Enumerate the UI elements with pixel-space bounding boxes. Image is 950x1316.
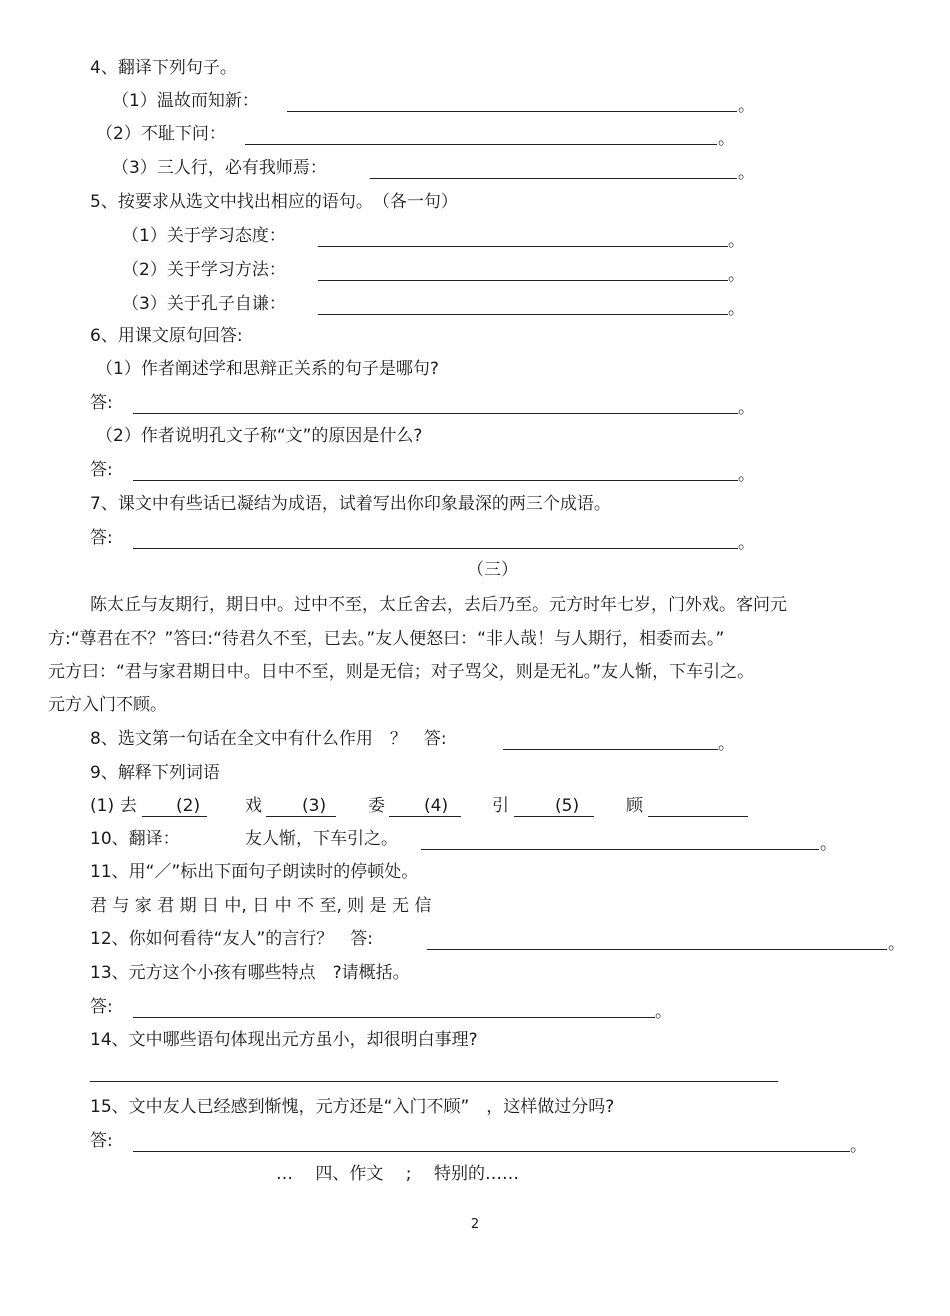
q5-item-3-answer-line[interactable] (318, 314, 728, 315)
passage-line-2: 方:“尊君在不？”答曰:“待君久不至，已去。”友人便怒曰：“非人哉！与人期行，相委而去。” (48, 629, 725, 649)
q9-word-5: 顾 (626, 796, 643, 816)
q4-item-1-label: （1）温故而知新： (112, 91, 259, 111)
q14-question: 14、文中哪些语句体现出元方虽小，却很明白事理? (90, 1030, 478, 1050)
q6-sub-1: （1）作者阐述学和思辩正关系的句子是哪句? (96, 359, 439, 379)
section-4-heading: … 四、作文 ; 特别的…… (276, 1164, 519, 1184)
q9-blank-2[interactable] (266, 816, 336, 817)
section-3-title: （三） (467, 560, 518, 580)
q13-period: 。 (655, 1002, 672, 1022)
q4-item-2-period: 。 (718, 129, 735, 149)
q4-item-1-answer-line[interactable] (287, 111, 737, 112)
q8-period: 。 (718, 734, 735, 754)
q11-title: 11、用“／”标出下面句子朗读时的停顿处。 (90, 862, 419, 882)
q6-sub-2-answer-line[interactable] (133, 480, 738, 481)
q5-title: 5、按要求从选文中找出相应的语句。 （各一句） (90, 192, 458, 212)
q9-number-1: (1) (90, 796, 115, 816)
q9-title: 9、解释下列词语 (90, 763, 220, 783)
q4-item-2-label: （2）不耻下问： (96, 124, 226, 144)
q6-sub-1-answer-line[interactable] (133, 413, 738, 414)
q5-item-3-period: 。 (728, 299, 745, 319)
q10-label: 10、翻译： (90, 829, 180, 849)
q13-answer-label: 答: (90, 997, 113, 1017)
q9-blank-1[interactable] (142, 816, 207, 817)
q10-sentence: 友人惭，下车引之。 (245, 829, 398, 849)
q9-word-3: 委 (368, 796, 385, 816)
q12-answer-line[interactable] (427, 949, 887, 950)
q5-item-2-answer-line[interactable] (318, 280, 728, 281)
q5-item-3-label: （3）关于孔子自谦： (122, 294, 286, 314)
q9-blank-4[interactable] (514, 816, 594, 817)
page-number: 2 (470, 1217, 480, 1232)
q9-number-3: (3) (302, 796, 327, 816)
q4-item-2-answer-line[interactable] (245, 144, 717, 145)
q6-sub-1-answer-label: 答: (90, 393, 113, 413)
q6-sub-1-period: 。 (738, 398, 755, 418)
q9-word-2: 戏 (245, 796, 262, 816)
q15-answer-label: 答: (90, 1131, 113, 1151)
q7-answer-line[interactable] (133, 548, 738, 549)
q15-period: 。 (850, 1136, 867, 1156)
q8-answer-line[interactable] (503, 749, 718, 750)
passage-line-1: 陈太丘与友期行，期日中。过中不至，太丘舍去，去后乃至。元方时年七岁，门外戏。客问元 (90, 595, 787, 615)
q4-item-3-label: （3）三人行，必有我师焉： (112, 158, 327, 178)
q12-period: 。 (888, 934, 905, 954)
q4-item-3-answer-line[interactable] (370, 178, 737, 179)
q12-question: 12、你如何看待“友人”的言行？ 答: (90, 929, 373, 949)
q5-item-2-label: （2）关于学习方法： (122, 260, 286, 280)
q15-question: 15、文中友人已经感到惭愧，元方还是“入门不顾” ，这样做过分吗? (90, 1097, 615, 1117)
q7-question: 7、课文中有些话已凝结为成语，试着写出你印象最深的两三个成语。 (90, 494, 611, 514)
q7-period: 。 (738, 533, 755, 553)
q6-sub-2-answer-label: 答: (90, 460, 113, 480)
q6-title: 6、用课文原句回答: (90, 326, 243, 346)
passage-line-4: 元方入门不顾。 (48, 695, 167, 715)
q4-item-1-period: 。 (738, 96, 755, 116)
q5-item-1-answer-line[interactable] (318, 246, 728, 247)
q11-sentence: 君 与 家 君 期 日 中, 日 中 不 至, 则 是 无 信 (90, 896, 432, 916)
q10-period: 。 (820, 834, 837, 854)
q9-number-4: (4) (424, 796, 449, 816)
q14-answer-line[interactable] (90, 1081, 778, 1082)
q13-question: 13、元方这个小孩有哪些特点 ?请概括。 (90, 963, 410, 983)
q9-blank-3[interactable] (389, 816, 461, 817)
q9-number-2: (2) (176, 796, 201, 816)
q5-item-1-label: （1）关于学习态度： (122, 226, 286, 246)
q13-answer-line[interactable] (133, 1017, 655, 1018)
q6-sub-2: （2）作者说明孔文子称“文”的原因是什么? (96, 426, 423, 446)
passage-line-3: 元方曰：“君与家君期日中。日中不至，则是无信；对子骂父，则是无礼。”友人惭，下车引之。 (48, 662, 755, 682)
q9-number-5: (5) (555, 796, 580, 816)
q10-answer-line[interactable] (421, 849, 819, 850)
q15-answer-line[interactable] (133, 1151, 850, 1152)
q4-title: 4、翻译下列句子。 (90, 58, 237, 78)
q9-word-1: 去 (120, 796, 137, 816)
q4-item-3-period: 。 (738, 163, 755, 183)
q9-word-4: 引 (492, 796, 509, 816)
q7-answer-label: 答: (90, 528, 113, 548)
q5-item-1-period: 。 (728, 231, 745, 251)
q6-sub-2-period: 。 (738, 465, 755, 485)
q5-item-2-period: 。 (728, 265, 745, 285)
q9-blank-5[interactable] (648, 816, 748, 817)
q8-question: 8、选文第一句话在全文中有什么作用 ？ 答: (90, 729, 447, 749)
